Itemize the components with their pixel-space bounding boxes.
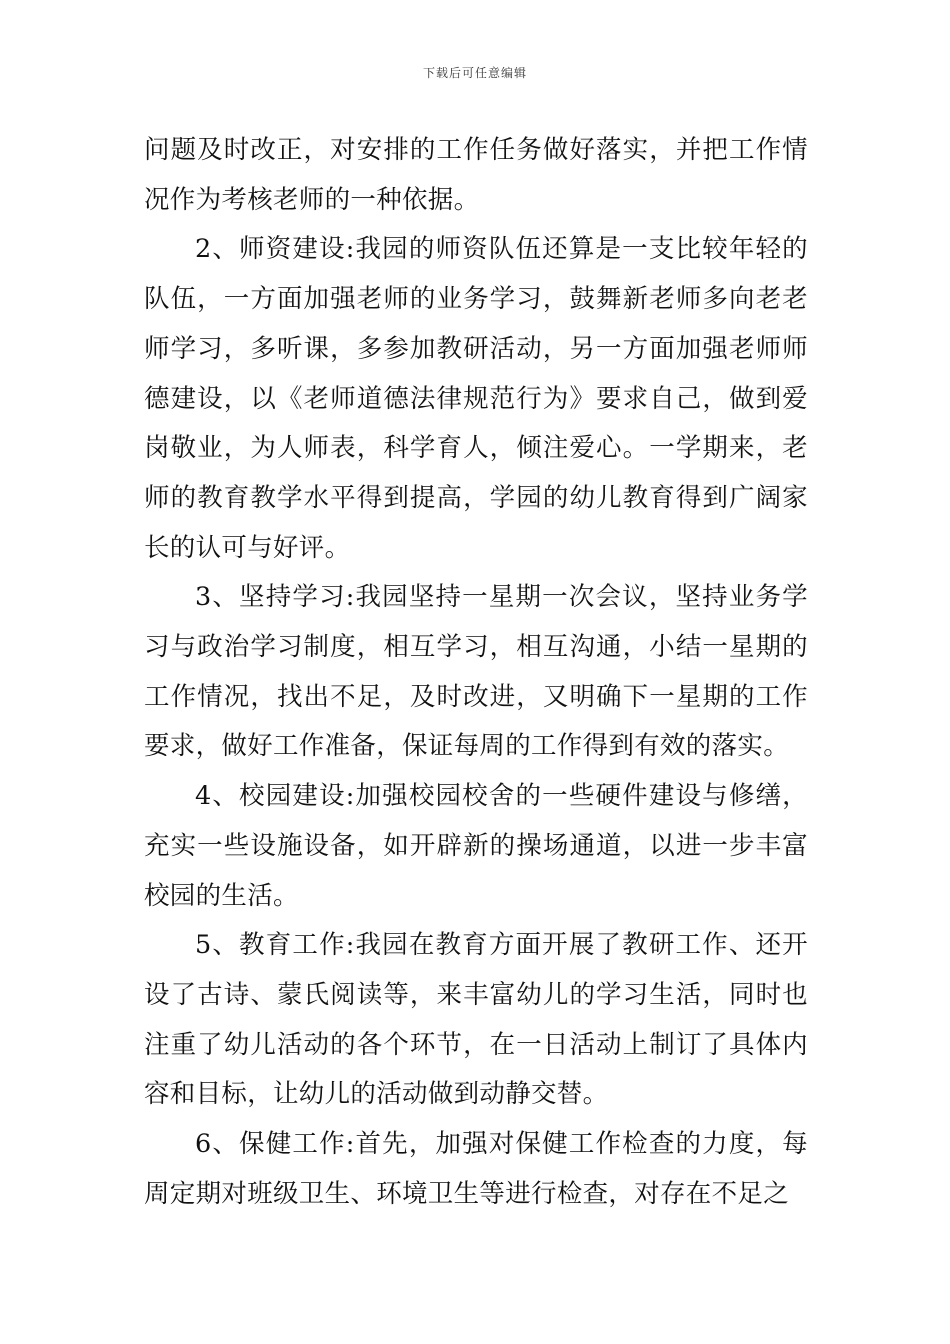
paragraph-study: 3、坚持学习:我园坚持一星期一次会议，坚持业务学习与政治学习制度，相互学习，相互沟通，小结一星期的工作情况，找出不足，及时改进，又明确下一星期的工作要求，做好工作准备，保证每周的工作得到有效的落实。 xyxy=(144,582,808,762)
body-text xyxy=(144,126,808,1219)
paragraph-campus-building: 4、校园建设:加强校园校舍的一些硬件建设与修缮，充实一些设施设备，如开辟新的操场通道，以进一步丰富校园的生活。 xyxy=(144,781,808,911)
header-note: 下载后可任意编辑 xyxy=(422,66,527,80)
paragraph-teacher-building: 2、师资建设:我园的师资队伍还算是一支比较年轻的队伍，一方面加强老师的业务学习，鼓舞新老师多向老老师学习，多听课，多参加教研活动，另一方面加强老师师德建设，以《老师道德法律规范行为》要求自己，做到爱岗敬业，为人师表，科学育人，倾注爱心。一学期来，老师的教育教学水平得到提高，学园的幼儿教育得到广阔家长的认可与好评。 xyxy=(144,234,808,563)
paragraph-continuation: 问题及时改正，对安排的工作任务做好落实，并把工作情况作为考核老师的一种依据。 xyxy=(144,135,808,215)
paragraph-education-work: 5、教育工作:我园在教育方面开展了教研工作、还开设了古诗、蒙氏阅读等，来丰富幼儿的学习生活，同时也注重了幼儿活动的各个环节，在一日活动上制订了具体内容和目标，让幼儿的活动做到动静交替。 xyxy=(144,930,808,1110)
paragraph-health-work: 6、保健工作:首先，加强对保健工作检查的力度，每周定期对班级卫生、环境卫生等进行检查，对存在不足之 xyxy=(144,1129,808,1209)
